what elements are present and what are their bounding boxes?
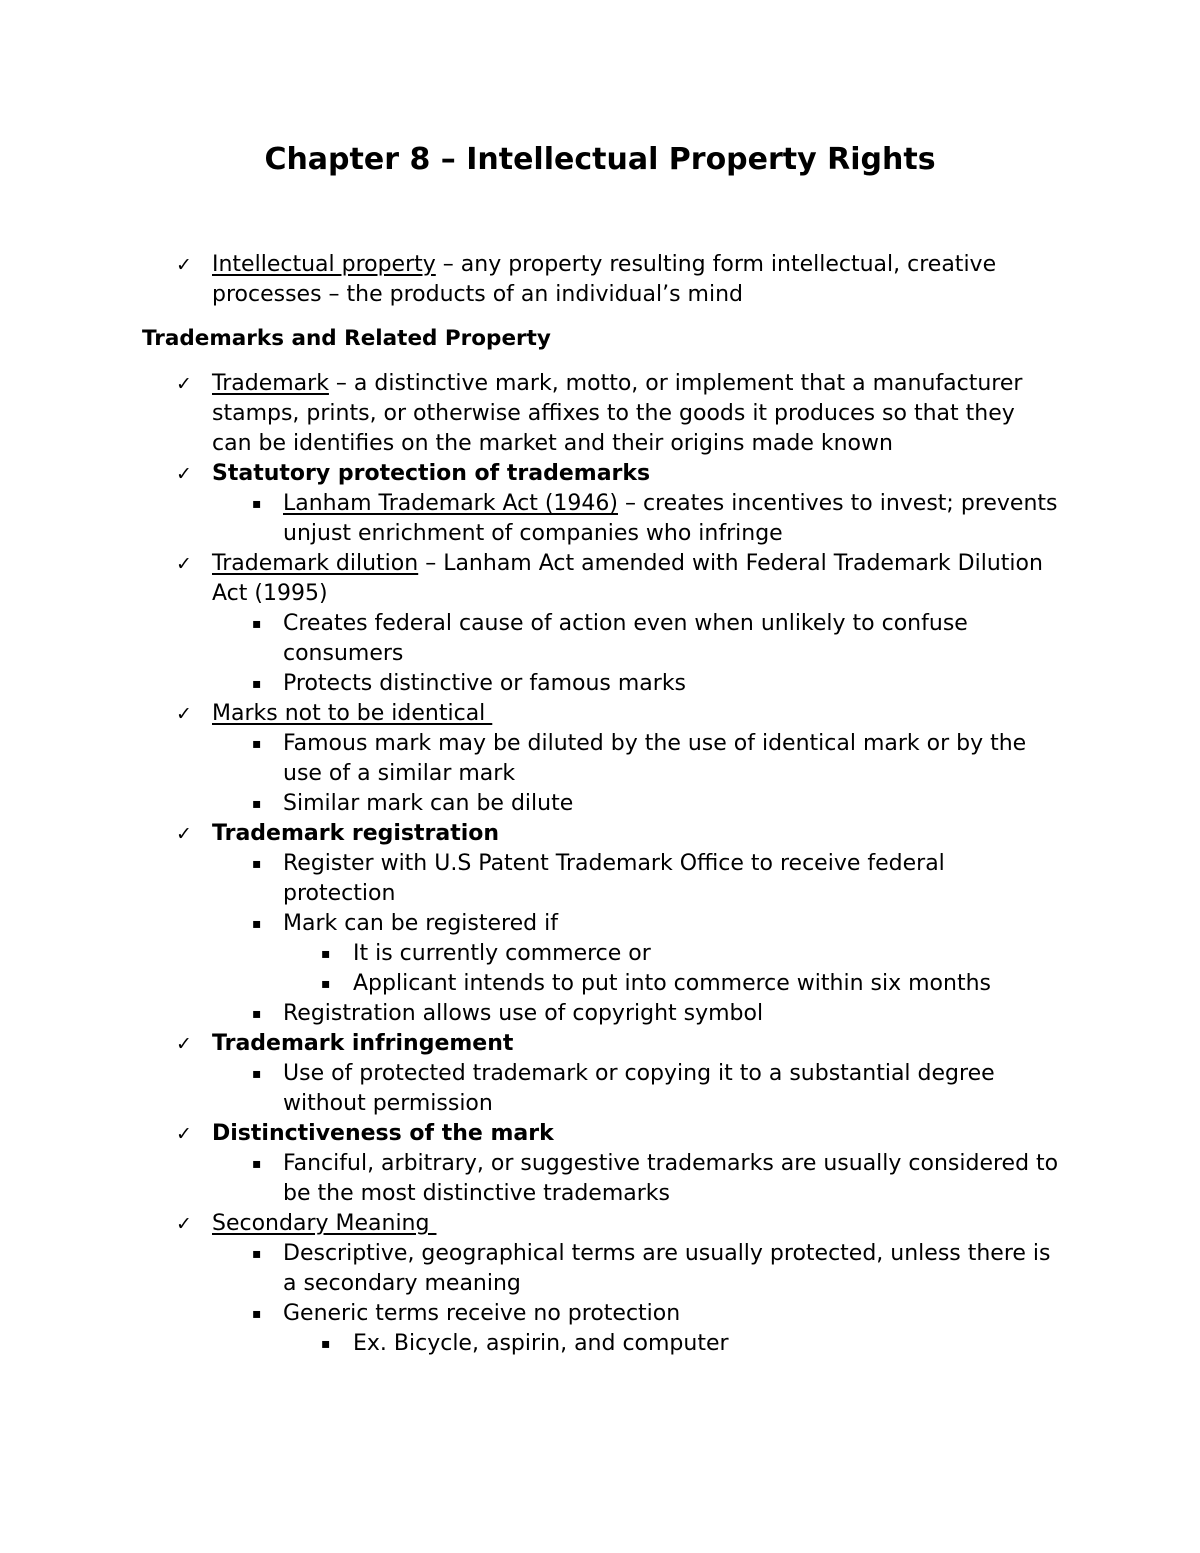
item-heading: Statutory protection of trademarks — [212, 461, 651, 486]
list-item: ▪ Register with U.S Patent Trademark Office to receive federal protection — [252, 851, 945, 906]
checkmark-icon: ✓ — [176, 463, 192, 485]
square-bullet-icon: ▪ — [252, 676, 262, 692]
list-item: ▪ Protects distinctive or famous marks — [0, 669, 1200, 699]
list-item-trademark-dilution — [0, 549, 1200, 609]
checkmark-icon: ✓ — [176, 1033, 192, 1055]
term-lanham-act: Lanham Trademark Act (1946) — [283, 491, 618, 516]
list-item-marks-not-identical — [0, 699, 1200, 729]
square-bullet-icon: ▪ — [321, 946, 331, 962]
square-bullet-icon: ▪ — [252, 796, 262, 812]
list-item-distinctiveness — [0, 1119, 1200, 1149]
square-bullet-icon: ▪ — [252, 916, 262, 932]
list-item: ▪ Applicant intends to put into commerce within six months — [0, 969, 1200, 999]
square-bullet-icon: ▪ — [252, 1066, 262, 1082]
square-bullet-icon: ▪ — [252, 1006, 262, 1022]
list-item: ▪ Creates federal cause of action even when unlikely to confuse consumers — [252, 611, 968, 666]
list-item: ▪ Fanciful, arbitrary, or suggestive trademarks are usually considered to be the most distinctive trademarks — [252, 1151, 1059, 1206]
checkmark-icon: ✓ — [176, 1123, 192, 1145]
list-item-trademark-infringement — [0, 1029, 1200, 1059]
square-bullet-icon: ▪ — [252, 1156, 262, 1172]
square-bullet-icon: ▪ — [252, 496, 262, 512]
term-trademark: Trademark — [212, 371, 329, 396]
square-bullet-icon: ▪ — [321, 1336, 331, 1352]
list-item-intellectual-property — [0, 250, 1200, 310]
list-item: ▪ Generic terms receive no protection — [0, 1299, 1200, 1329]
checkmark-icon: ✓ — [176, 553, 192, 575]
checkmark-icon: ✓ — [176, 254, 192, 276]
list-item-trademark — [0, 369, 1200, 459]
list-item-lanham-act — [0, 489, 1200, 549]
term-secondary-meaning: Secondary Meaning — [212, 1211, 437, 1236]
list-item: ▪ Descriptive, geographical terms are usually protected, unless there is a secondary meaning — [252, 1241, 1051, 1296]
trademark-list — [0, 369, 1200, 1359]
list-item-secondary-meaning — [0, 1209, 1200, 1239]
checkmark-icon: ✓ — [176, 823, 192, 845]
square-bullet-icon: ▪ — [252, 1246, 262, 1262]
definition-text: – a distinctive mark, motto, or implement that a manufacturer stamps, prints, or otherwise affixes to the goods it produces so that they can be identifies on the market and their origins made known — [212, 371, 1023, 456]
square-bullet-icon: ▪ — [252, 616, 262, 632]
list-item: ▪ Use of protected trademark or copying it to a substantial degree without permission — [252, 1061, 995, 1116]
definition-text: – creates incentives to invest; prevents unjust enrichment of companies who infringe — [283, 491, 1058, 546]
list-item: ▪ Famous mark may be diluted by the use of identical mark or by the use of a similar mark — [252, 731, 1027, 786]
term-trademark-dilution: Trademark dilution — [212, 551, 419, 576]
term-intellectual-property: Intellectual property — [212, 252, 436, 277]
list-item: ▪ Registration allows use of copyright symbol — [0, 999, 1200, 1029]
list-item-statutory-protection — [0, 459, 1200, 489]
list-item-trademark-registration — [0, 819, 1200, 849]
term-marks-not-identical: Marks not to be identical — [212, 701, 493, 726]
list-item: ▪ It is currently commerce or — [0, 939, 1200, 969]
list-item: ▪ Similar mark can be dilute — [0, 789, 1200, 819]
definition-text: – Lanham Act amended with Federal Trademark Dilution Act (1995) — [212, 551, 1043, 606]
item-heading: Trademark infringement — [212, 1031, 514, 1056]
square-bullet-icon: ▪ — [252, 856, 262, 872]
list-item: ▪ Mark can be registered if — [0, 909, 1200, 939]
page-title: Chapter 8 – Intellectual Property Rights — [264, 142, 936, 177]
item-heading: Distinctiveness of the mark — [212, 1121, 554, 1146]
item-heading: Trademark registration — [212, 821, 500, 846]
section-heading: Trademarks and Related Property — [142, 326, 551, 351]
square-bullet-icon: ▪ — [321, 976, 331, 992]
intro-list — [0, 250, 1200, 310]
definition-text: – any property resulting form intellectual, creative processes – the products of an individual’s mind — [212, 252, 997, 307]
checkmark-icon: ✓ — [176, 373, 192, 395]
checkmark-icon: ✓ — [176, 703, 192, 725]
square-bullet-icon: ▪ — [252, 736, 262, 752]
square-bullet-icon: ▪ — [252, 1306, 262, 1322]
checkmark-icon: ✓ — [176, 1213, 192, 1235]
list-item: ▪ Ex. Bicycle, aspirin, and computer — [0, 1329, 1200, 1359]
